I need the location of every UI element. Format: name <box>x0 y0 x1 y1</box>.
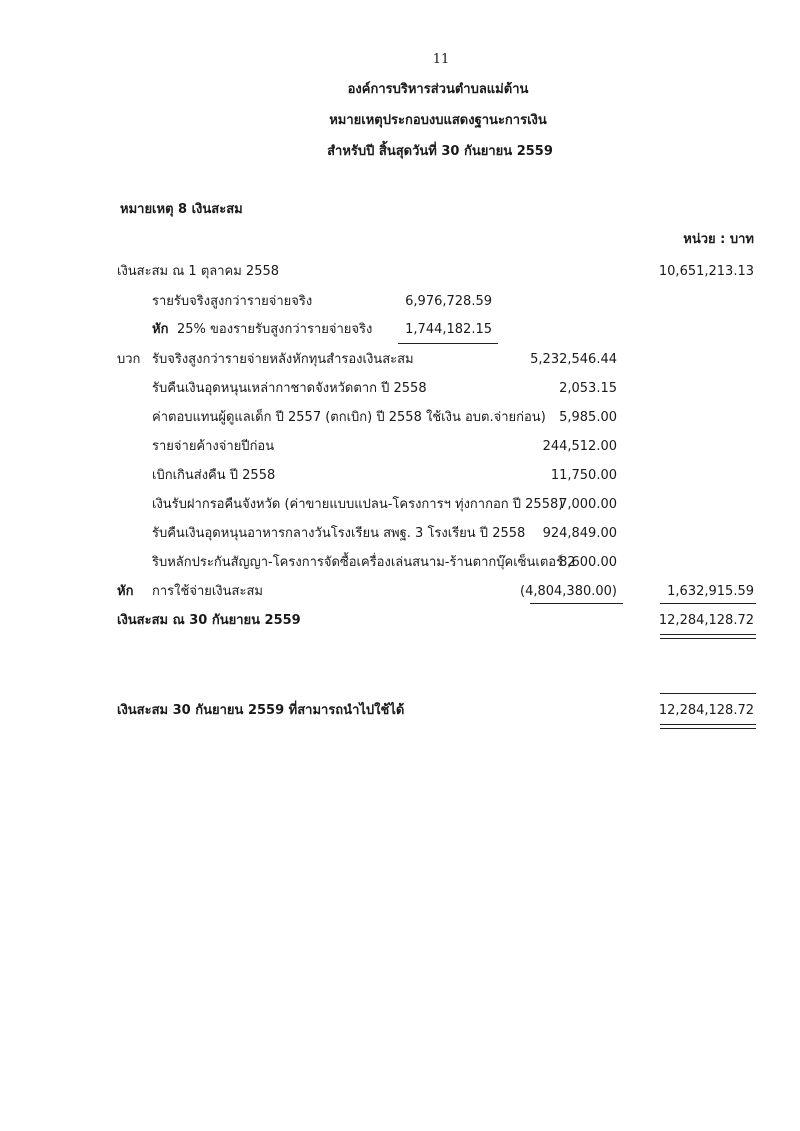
add-row-label: รับจริงสูงกว่ารายจ่ายหลังหักทุนสำรองเงินสะสม <box>152 352 414 367</box>
add-row-amount: 244,512.00 <box>542 439 617 454</box>
sub-row-label: รายรับจริงสูงกว่ารายจ่ายจริง <box>152 294 313 309</box>
page-number: 11 <box>432 52 450 67</box>
double-rule-top <box>660 724 756 725</box>
add-row-label: รับคืนเงินอุดหนุนอาหารกลางวันโรงเรียน สพฐ. 3 โรงเรียน ปี 2558 <box>152 526 526 541</box>
add-row-label: ค่าตอบแทนผู้ดูแลเด็ก ปี 2557 (ตกเบิก) ปี 2558 ใช้เงิน อบต.จ่ายก่อน) <box>152 410 546 425</box>
deduct-amount: (4,804,380.00) <box>520 584 617 599</box>
column-rule <box>660 603 756 604</box>
add-row-label: เบิกเกินส่งคืน ปี 2558 <box>152 468 276 483</box>
subtotal-rule <box>398 343 498 344</box>
closing-balance-label: เงินสะสม ณ 30 กันยายน 2559 <box>117 613 301 628</box>
add-row-label: ริบหลักประกันสัญญา-โครงการจัดซื้อเครื่องเล่นสนาม-ร้านตากบุ๊คเซ็นเตอร์ 2 <box>152 555 576 570</box>
add-row-amount: 924,849.00 <box>542 526 617 541</box>
deduct-prefix: หัก <box>117 584 134 599</box>
note-title: หมายเหตุ 8 เงินสะสม <box>120 202 243 217</box>
double-rule-top <box>660 634 756 635</box>
deduct-label: การใช้จ่ายเงินสะสม <box>152 584 263 599</box>
sub-row-label: 25% ของรายรับสูงกว่ารายจ่ายจริง <box>177 322 373 337</box>
add-row-label: รายจ่ายค้างจ่ายปีก่อน <box>152 439 275 454</box>
available-balance-label: เงินสะสม 30 กันยายน 2559 ที่สามารถนำไปใช้ได้ <box>117 703 405 718</box>
column-rule <box>530 603 623 604</box>
add-row-amount: 5,985.00 <box>559 410 617 425</box>
statement-period: สำหรับปี สิ้นสุดวันที่ 30 กันยายน 2559 <box>327 144 553 159</box>
double-rule-bottom <box>660 638 756 639</box>
sub-row-amount: 1,744,182.15 <box>405 322 492 337</box>
sub-row-amount: 6,976,728.59 <box>405 294 492 309</box>
opening-balance-label: เงินสะสม ณ 1 ตุลาคม 2558 <box>117 264 280 279</box>
opening-balance-amount: 10,651,213.13 <box>658 264 754 279</box>
add-row-amount: 11,750.00 <box>550 468 617 483</box>
organization-name: องค์การบริหารส่วนตำบลแม่ต้าน <box>347 82 529 97</box>
double-rule-bottom <box>660 728 756 729</box>
add-row-label: รับคืนเงินอุดหนุนเหล่ากาชาดจังหวัดตาก ปี 2558 <box>152 381 427 396</box>
add-row-amount: 8,600.00 <box>559 555 617 570</box>
total-rule <box>660 693 756 694</box>
add-row-amount: 5,232,546.44 <box>530 352 617 367</box>
statement-title: หมายเหตุประกอบงบแสดงฐานะการเงิน <box>329 113 547 128</box>
add-row-amount: 2,053.15 <box>559 381 617 396</box>
sub-row-prefix-deduct: หัก <box>152 322 169 337</box>
unit-label: หน่วย : บาท <box>683 232 754 247</box>
net-change-amount: 1,632,915.59 <box>667 584 754 599</box>
add-prefix: บวก <box>117 352 141 367</box>
available-balance-amount: 12,284,128.72 <box>658 703 754 718</box>
add-row-amount: 7,000.00 <box>559 497 617 512</box>
closing-balance-amount: 12,284,128.72 <box>658 613 754 628</box>
add-row-label: เงินรับฝากรอคืนจังหวัด (ค่าขายแบบแปลน-โครงการฯ ทุ่งกากอก ปี 2558) <box>152 497 564 512</box>
